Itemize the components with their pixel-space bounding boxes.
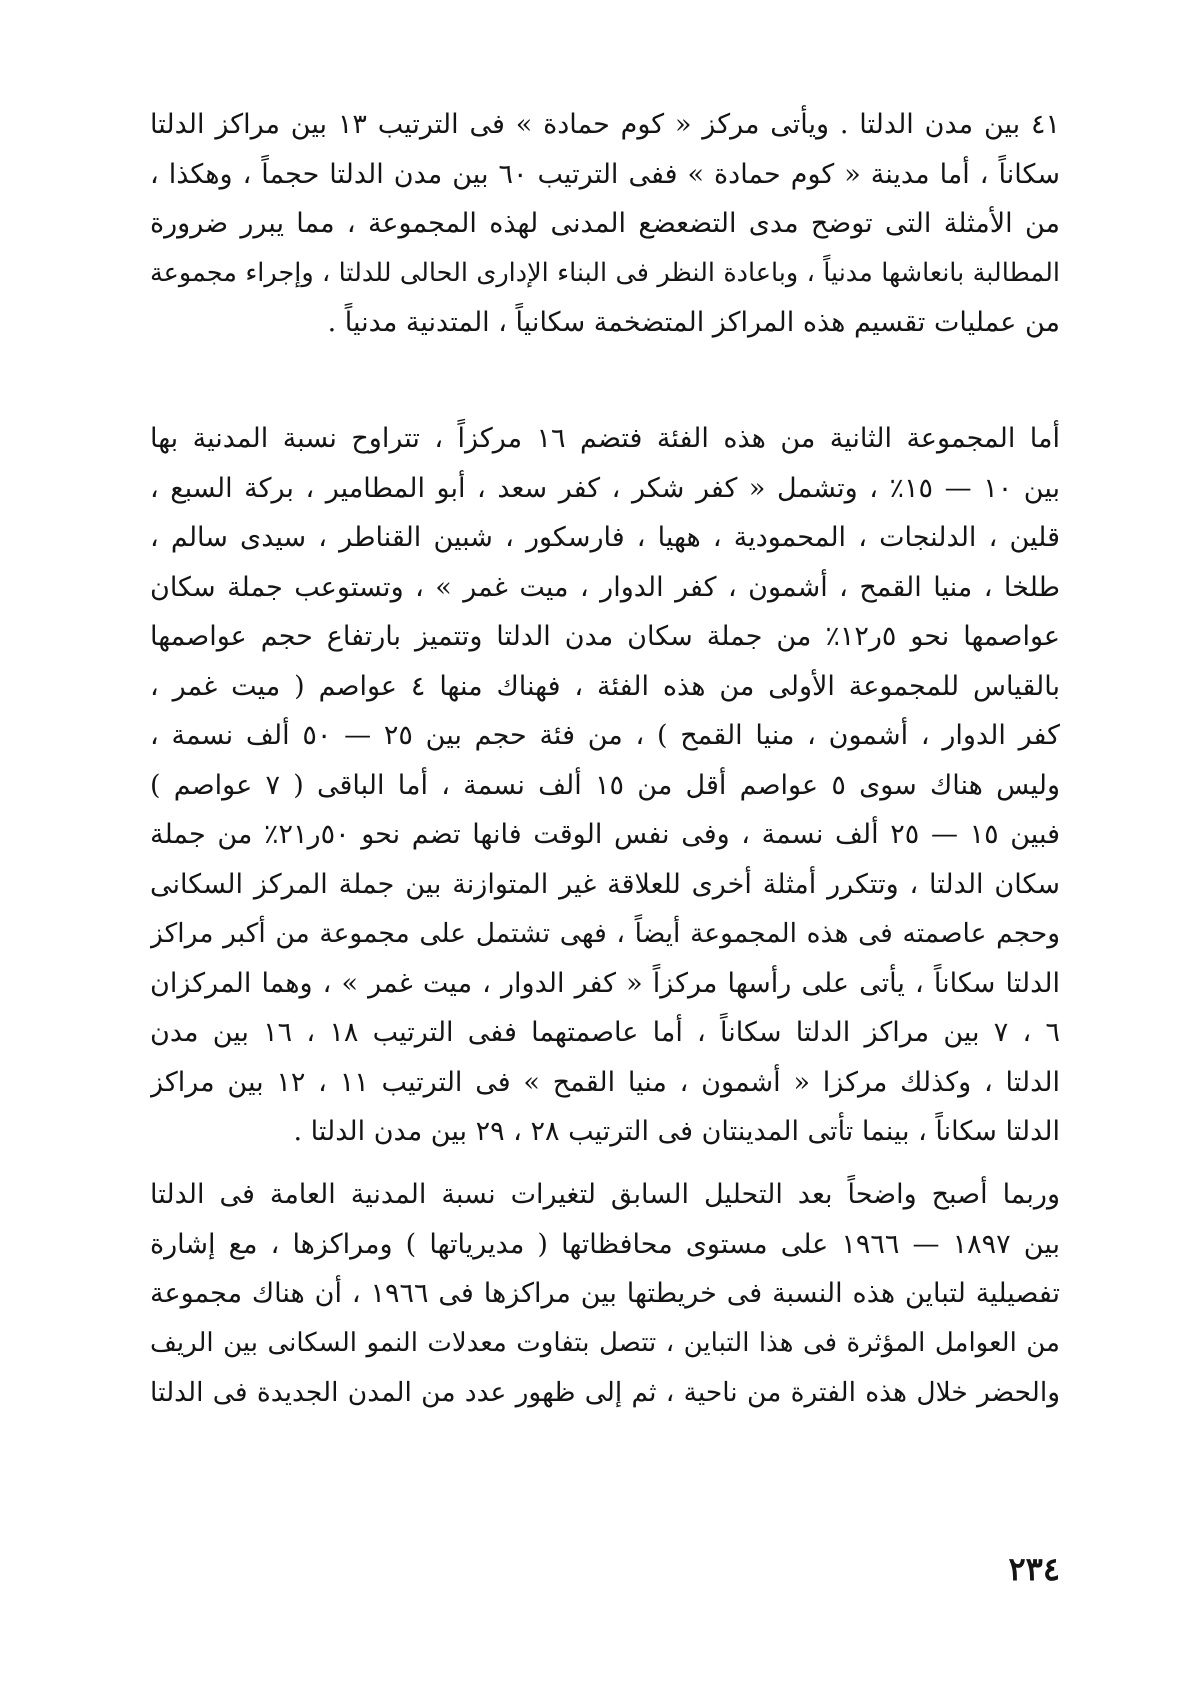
page-number: ٢٣٤ <box>1008 1550 1060 1588</box>
text-line: ٤١ بين مدن الدلتا . ويأتى مركز « كوم حمادة » فى الترتيب ١٣ بين مراكز الدلتا <box>150 109 1060 140</box>
text-line: والحضر خلال هذه الفترة من ناحية ، ثم إلى ظهور عدد من المدن الجديدة فى الدلتا <box>150 1377 1060 1408</box>
text-line: كفر الدوار ، أشمون ، منيا القمح ) ، من فئة حجم بين ٢٥ — ٥٠ ألف نسمة ، <box>150 720 1060 751</box>
text-line: من عمليات تقسيم هذه المراكز المتضخمة سكانياً ، المتدنية مدنياً . <box>327 307 1060 338</box>
text-line: عواصمها نحو ٥ر١٢٪ من جملة سكان مدن الدلتا وتتميز بارتفاع حجم عواصمها <box>150 621 1060 652</box>
text-line: سكاناً ، أما مدينة « كوم حمادة » ففى الترتيب ٦٠ بين مدن الدلتا حجماً ، وهكذا ، <box>150 158 1060 190</box>
text-line: طلخا ، منيا القمح ، أشمون ، كفر الدوار ، ميت غمر » ، وتستوعب جملة سكان <box>150 571 1060 603</box>
text-line: الدلتا سكاناً ، بينما تأتى المدينتان فى الترتيب ٢٨ ، ٢٩ بين مدن الدلتا . <box>293 1116 1060 1147</box>
text-line: وليس هناك سوى ٥ عواصم أقل من ١٥ ألف نسمة ، أما الباقى ( ٧ عواصم ) <box>150 769 1060 801</box>
text-line: سكان الدلتا ، وتتكرر أمثلة أخرى للعلاقة غير المتوازنة بين جملة المركز السكانى <box>150 868 1060 900</box>
text-line: من العوامل المؤثرة فى هذا التباين ، تتصل بتفاوت معدلات النمو السكانى بين الريف <box>150 1327 1060 1358</box>
text-line: بالقياس للمجموعة الأولى من هذه الفئة ، فهناك منها ٤ عواصم ( ميت غمر ، <box>150 670 1060 702</box>
text-line: الدلتا سكاناً ، يأتى على رأسها مركزاً « كفر الدوار ، ميت غمر » ، وهما المركزان <box>150 967 1060 999</box>
text-line: قلين ، الدلنجات ، المحمودية ، ههيا ، فارسكور ، شبين القناطر ، سيدى سالم ، <box>150 522 1060 553</box>
book-page <box>150 100 1060 1660</box>
text-line: وربما أصبح واضحاً بعد التحليل السابق لتغيرات نسبة المدنية العامة فى الدلتا <box>150 1179 1060 1210</box>
paragraph-3 <box>150 1170 1060 1418</box>
text-line: ٦ ، ٧ بين مراكز الدلتا سكاناً ، أما عاصمتهما ففى الترتيب ١٨ ، ١٦ بين مدن <box>150 1017 1060 1048</box>
paragraph-1 <box>150 100 1060 348</box>
text-line: الدلتا ، وكذلك مركزا « أشمون ، منيا القمح » فى الترتيب ١١ ، ١٢ بين مراكز <box>150 1066 1060 1098</box>
paragraph-2 <box>150 414 1060 1157</box>
text-line: بين ١٨٩٧ — ١٩٦٦ على مستوى محافظاتها ( مديرياتها ) ومراكزها ، مع إشارة <box>150 1228 1060 1260</box>
text-line: وحجم عاصمته فى هذه المجموعة أيضاً ، فهى تشتمل على مجموعة من أكبر مراكز <box>150 918 1060 949</box>
text-line: أما المجموعة الثانية من هذه الفئة فتضم ١٦ مركزاً ، تتراوح نسبة المدنية بها <box>150 423 1060 454</box>
text-line: تفصيلية لتباين هذه النسبة فى خريطتها بين مراكزها فى ١٩٦٦ ، أن هناك مجموعة <box>150 1278 1060 1309</box>
text-line: المطالبة بانعاشها مدنياً ، وباعادة النظر فى البناء الإدارى الحالى للدلتا ، وإجراء مجموعة <box>150 257 1060 288</box>
text-line: من الأمثلة التى توضح مدى التضعضع المدنى لهذه المجموعة ، مما يبرر ضرورة <box>150 208 1060 239</box>
text-line: بين ١٠ — ١٥٪ ، وتشمل « كفر شكر ، كفر سعد ، أبو المطامير ، بركة السبع ، <box>150 472 1060 504</box>
text-line: فبين ١٥ — ٢٥ ألف نسمة ، وفى نفس الوقت فانها تضم نحو ٥٠ر٢١٪ من جملة <box>150 819 1060 850</box>
